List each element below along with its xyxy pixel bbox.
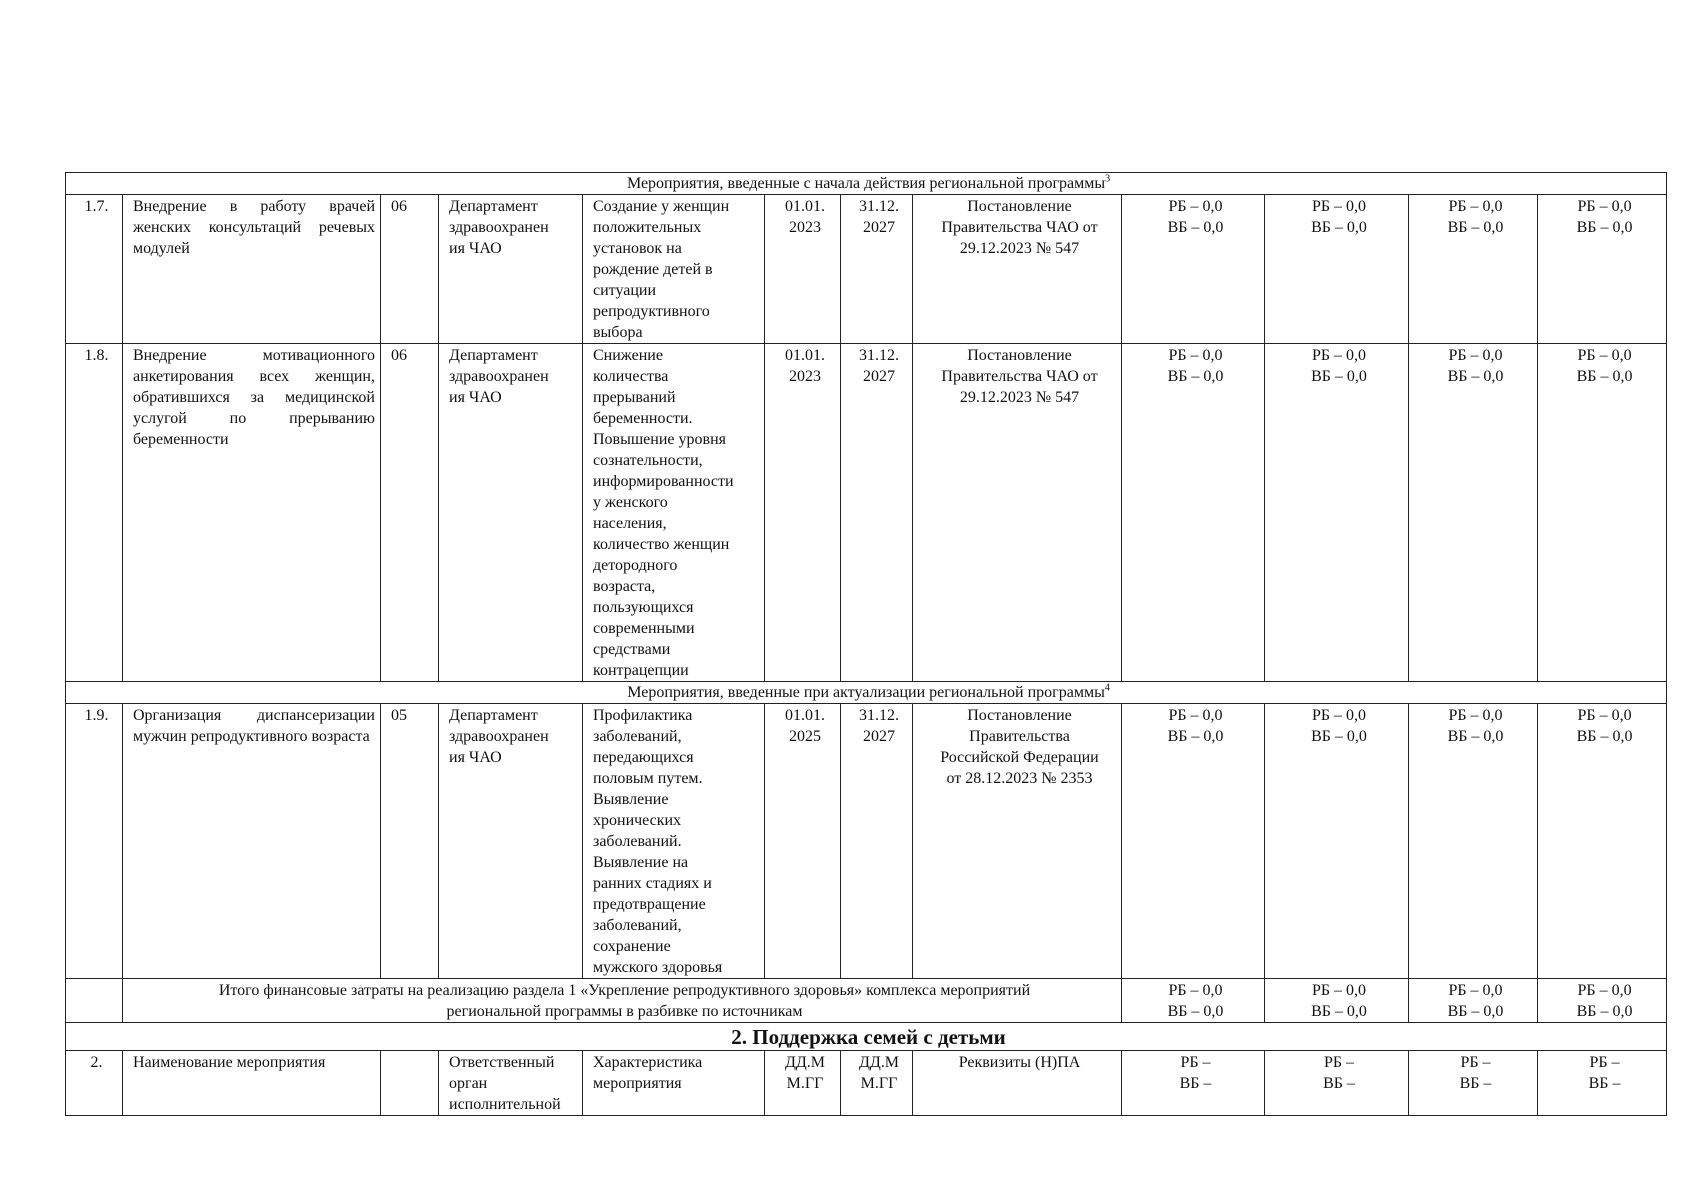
- responsible-org-line: ия ЧАО: [449, 240, 502, 257]
- item-characteristic-line: репродуктивного: [593, 303, 710, 320]
- start-date: [765, 344, 841, 682]
- financing-value: РБ – 0,0: [1311, 982, 1367, 999]
- end-date: [841, 1051, 913, 1116]
- responsible-org: [439, 1051, 583, 1116]
- legal-act-line: от 28.12.2023 № 2353: [946, 770, 1093, 787]
- subsection-header: [66, 682, 1667, 704]
- item-code: [381, 195, 439, 344]
- end-date-line: М.ГГ: [860, 1075, 898, 1092]
- item-characteristic-line: населения,: [593, 515, 667, 532]
- item-characteristic-line: беременности.: [593, 410, 693, 427]
- financing-value: ВБ – 0,0: [1167, 1003, 1224, 1020]
- item-name-text: Наименование мероприятия: [133, 1054, 326, 1071]
- item-characteristic-line: современными: [593, 620, 695, 637]
- responsible-org-line: ия ЧАО: [449, 749, 502, 766]
- item-code: [381, 1051, 439, 1116]
- table-row: [66, 173, 1667, 195]
- total-empty-cell: [66, 979, 123, 1023]
- financing-value: РБ – 0,0: [1448, 347, 1503, 364]
- footnote-mark: 4: [1104, 682, 1110, 694]
- item-code: [381, 704, 439, 979]
- financing-value: ВБ – 0,0: [1167, 368, 1224, 385]
- item-number: [66, 195, 123, 344]
- responsible-org-line: здравоохранен: [449, 219, 549, 236]
- legal-act-line: Правительства ЧАО от: [941, 219, 1098, 236]
- start-date-line: 2023: [789, 368, 821, 385]
- financing-cell: [1409, 704, 1538, 979]
- item-characteristic-line: количество женщин: [593, 536, 730, 553]
- financing-value: ВБ – 0,0: [1576, 368, 1633, 385]
- financing-value: ВБ – 0,0: [1311, 368, 1367, 385]
- legal-act: [913, 704, 1122, 979]
- item-characteristic-line: Создание у женщин: [593, 198, 730, 215]
- item-characteristic-line: Повышение уровня: [593, 431, 726, 448]
- item-characteristic-line: передающихся: [593, 749, 694, 766]
- financing-cell: [1538, 704, 1667, 979]
- item-characteristic-line: выбора: [593, 324, 643, 341]
- start-date-line: ДД.М: [784, 1054, 826, 1071]
- financing-cell: [1122, 195, 1265, 344]
- responsible-org: [439, 704, 583, 979]
- item-code: [381, 344, 439, 682]
- table-row: [66, 704, 1667, 979]
- table-row: [66, 682, 1667, 704]
- total-label-line: региональной программы в разбивке по источникам: [446, 1003, 803, 1020]
- responsible-org-line: Департамент: [449, 707, 538, 724]
- item-characteristic-line: контрацепции: [593, 662, 689, 679]
- item-number-text: 1.7.: [84, 198, 109, 215]
- financing-value: РБ – 0,0: [1168, 198, 1223, 215]
- legal-act-line: Постановление: [967, 707, 1072, 724]
- item-number-text: 1.8.: [84, 347, 109, 364]
- footnote-mark: 3: [1105, 173, 1111, 185]
- end-date: [841, 195, 913, 344]
- financing-value: РБ –: [1460, 1054, 1491, 1071]
- end-date-line: ДД.М: [858, 1054, 900, 1071]
- item-characteristic: [583, 195, 765, 344]
- item-characteristic-line: возраста,: [593, 578, 656, 595]
- financing-value: ВБ – 0,0: [1447, 728, 1504, 745]
- financing-value: РБ – 0,0: [1577, 707, 1632, 724]
- table-row: [66, 195, 1667, 344]
- legal-act: [913, 1051, 1122, 1116]
- financing-value: РБ – 0,0: [1311, 347, 1367, 364]
- start-date-line: 01.01.: [785, 707, 825, 724]
- financing-cell: [1122, 704, 1265, 979]
- subsection-header-text: Мероприятия, введенные с начала действия региональной программы: [626, 175, 1106, 192]
- measures-table: [65, 172, 1667, 1116]
- item-code-text: 06: [391, 198, 407, 215]
- responsible-org-line: здравоохранен: [449, 728, 549, 745]
- financing-value: РБ –: [1589, 1054, 1620, 1071]
- responsible-org: [439, 195, 583, 344]
- financing-cell: [1265, 344, 1409, 682]
- item-name: [123, 1051, 381, 1116]
- item-characteristic-line: сознательности,: [593, 452, 703, 469]
- financing-value: РБ –: [1180, 1054, 1211, 1071]
- item-characteristic-line: пользующихся: [593, 599, 694, 616]
- item-characteristic-line: хронических: [593, 812, 682, 829]
- legal-act-line: Российской Федерации: [940, 749, 1099, 766]
- item-number: [66, 704, 123, 979]
- total-label: [123, 979, 1122, 1023]
- section-title-text: 2. Поддержка семей с детьми: [731, 1025, 1006, 1049]
- end-date-line: 31.12.: [859, 198, 899, 215]
- financing-value: ВБ – 0,0: [1576, 728, 1633, 745]
- item-code-text: 05: [391, 707, 407, 724]
- legal-act-line: Реквизиты (Н)ПА: [958, 1054, 1081, 1071]
- item-number-text: 1.9.: [84, 707, 109, 724]
- item-number: [66, 344, 123, 682]
- financing-value: ВБ – 0,0: [1576, 1003, 1633, 1020]
- end-date-line: 2027: [863, 219, 895, 236]
- financing-value: ВБ – 0,0: [1447, 219, 1504, 236]
- financing-value: РБ – 0,0: [1311, 707, 1367, 724]
- item-characteristic-line: заболеваний.: [593, 833, 682, 850]
- legal-act-line: Постановление: [967, 198, 1072, 215]
- legal-act-line: Правительства ЧАО от: [941, 368, 1098, 385]
- responsible-org-line: исполнительной: [449, 1096, 561, 1113]
- financing-cell: [1409, 1051, 1538, 1116]
- financing-cell: [1409, 195, 1538, 344]
- financing-value: РБ – 0,0: [1168, 347, 1223, 364]
- start-date-line: 2023: [789, 219, 821, 236]
- financing-value: ВБ –: [1459, 1075, 1492, 1092]
- item-characteristic-line: сохранение: [593, 938, 671, 955]
- responsible-org: [439, 344, 583, 682]
- legal-act-line: Правительства: [969, 728, 1070, 745]
- financing-value: ВБ – 0,0: [1447, 1003, 1504, 1020]
- financing-cell: [1409, 344, 1538, 682]
- responsible-org-line: Ответственный: [449, 1054, 555, 1071]
- financing-value: ВБ –: [1588, 1075, 1621, 1092]
- end-date-line: 2027: [863, 728, 895, 745]
- responsible-org-line: ия ЧАО: [449, 389, 502, 406]
- item-characteristic-line: Выявление: [593, 791, 669, 808]
- financing-value: РБ – 0,0: [1577, 198, 1632, 215]
- subsection-header-text: Мероприятия, введенные при актуализации региональной программы: [627, 684, 1105, 701]
- financing-cell: [1265, 195, 1409, 344]
- item-characteristic-line: количества: [593, 368, 669, 385]
- item-characteristic-line: заболеваний,: [593, 917, 682, 934]
- item-characteristic-line: средствами: [593, 641, 671, 658]
- responsible-org-line: здравоохранен: [449, 368, 549, 385]
- item-characteristic-line: у женского: [593, 494, 668, 511]
- table-row: [66, 344, 1667, 682]
- table-row: [66, 1051, 1667, 1116]
- financing-value: РБ –: [1323, 1054, 1355, 1071]
- financing-value: ВБ – 0,0: [1576, 219, 1633, 236]
- financing-cell: [1122, 1051, 1265, 1116]
- item-characteristic-line: прерываний: [593, 389, 676, 406]
- item-characteristic-line: заболеваний,: [593, 728, 682, 745]
- financing-value: РБ – 0,0: [1577, 982, 1632, 999]
- financing-cell: [1265, 1051, 1409, 1116]
- responsible-org-line: орган: [449, 1075, 488, 1092]
- item-characteristic: [583, 704, 765, 979]
- financing-value: ВБ –: [1323, 1075, 1355, 1092]
- end-date: [841, 344, 913, 682]
- financing-cell: [1265, 704, 1409, 979]
- financing-value: ВБ – 0,0: [1447, 368, 1504, 385]
- item-characteristic: [583, 344, 765, 682]
- item-characteristic: [583, 1051, 765, 1116]
- end-date-line: 2027: [863, 368, 895, 385]
- section-title: [66, 1023, 1667, 1051]
- item-number-text: 2.: [90, 1054, 103, 1071]
- end-date-line: 31.12.: [859, 347, 899, 364]
- financing-cell: [1265, 979, 1409, 1023]
- item-characteristic-line: информированности: [593, 473, 734, 490]
- financing-value: ВБ – 0,0: [1311, 1003, 1367, 1020]
- end-date-line: 31.12.: [859, 707, 899, 724]
- start-date: [765, 1051, 841, 1116]
- item-characteristic-line: Выявление на: [593, 854, 689, 871]
- item-characteristic-line: мероприятия: [593, 1075, 682, 1092]
- start-date-line: М.ГГ: [786, 1075, 824, 1092]
- item-number: [66, 1051, 123, 1116]
- item-characteristic-line: предотвращение: [593, 896, 706, 913]
- legal-act: [913, 344, 1122, 682]
- item-characteristic-line: мужского здоровья: [593, 959, 723, 976]
- financing-cell: [1538, 195, 1667, 344]
- item-code-text: 06: [391, 347, 407, 364]
- financing-value: РБ – 0,0: [1448, 198, 1503, 215]
- financing-value: РБ – 0,0: [1168, 707, 1223, 724]
- financing-cell: [1538, 979, 1667, 1023]
- legal-act: [913, 195, 1122, 344]
- subsection-header: [66, 173, 1667, 195]
- financing-cell: [1122, 344, 1265, 682]
- financing-value: РБ – 0,0: [1168, 982, 1223, 999]
- financing-cell: [1538, 344, 1667, 682]
- financing-cell: [1122, 979, 1265, 1023]
- table-row: [66, 1023, 1667, 1051]
- financing-cell: [1409, 979, 1538, 1023]
- item-characteristic-line: половым путем.: [593, 770, 703, 787]
- item-name-text: Внедрение в работу врачей женских консультаций речевых модулей: [133, 198, 375, 257]
- financing-cell: [1538, 1051, 1667, 1116]
- item-characteristic-line: Снижение: [593, 347, 663, 364]
- item-characteristic-line: рождение детей в: [593, 261, 713, 278]
- end-date: [841, 704, 913, 979]
- item-name-text: Организация диспансеризации мужчин репродуктивного возраста: [133, 707, 375, 745]
- financing-value: ВБ – 0,0: [1311, 728, 1367, 745]
- financing-value: ВБ –: [1179, 1075, 1212, 1092]
- item-characteristic-line: ситуации: [593, 282, 657, 299]
- start-date-line: 01.01.: [785, 347, 825, 364]
- financing-value: ВБ – 0,0: [1167, 219, 1224, 236]
- item-name-text: Внедрение мотивационного анкетирования всех женщин, обратившихся за медицинской услугой по прерыванию беременности: [133, 347, 375, 448]
- item-characteristic-line: детородного: [593, 557, 678, 574]
- financing-value: ВБ – 0,0: [1167, 728, 1224, 745]
- item-characteristic-line: Характеристика: [593, 1054, 703, 1071]
- financing-value: РБ – 0,0: [1448, 982, 1503, 999]
- legal-act-line: Постановление: [967, 347, 1072, 364]
- legal-act-line: 29.12.2023 № 547: [959, 240, 1080, 257]
- item-name: [123, 195, 381, 344]
- item-characteristic-line: установок на: [593, 240, 682, 257]
- start-date-line: 2025: [789, 728, 821, 745]
- legal-act-line: 29.12.2023 № 547: [959, 389, 1080, 406]
- item-characteristic-line: ранних стадиях и: [593, 875, 712, 892]
- item-name: [123, 344, 381, 682]
- responsible-org-line: Департамент: [449, 198, 538, 215]
- financing-value: РБ – 0,0: [1448, 707, 1503, 724]
- total-label-line: Итого финансовые затраты на реализацию раздела 1 «Укрепление репродуктивного здоровья» комплекса мероприятий: [218, 982, 1031, 999]
- responsible-org-line: Департамент: [449, 347, 538, 364]
- financing-value: РБ – 0,0: [1577, 347, 1632, 364]
- financing-value: РБ – 0,0: [1311, 198, 1367, 215]
- start-date: [765, 704, 841, 979]
- item-name: [123, 704, 381, 979]
- item-characteristic-line: Профилактика: [593, 707, 693, 724]
- item-characteristic-line: положительных: [593, 219, 702, 236]
- start-date: [765, 195, 841, 344]
- start-date-line: 01.01.: [785, 198, 825, 215]
- table-row: [66, 979, 1667, 1023]
- financing-value: ВБ – 0,0: [1311, 219, 1367, 236]
